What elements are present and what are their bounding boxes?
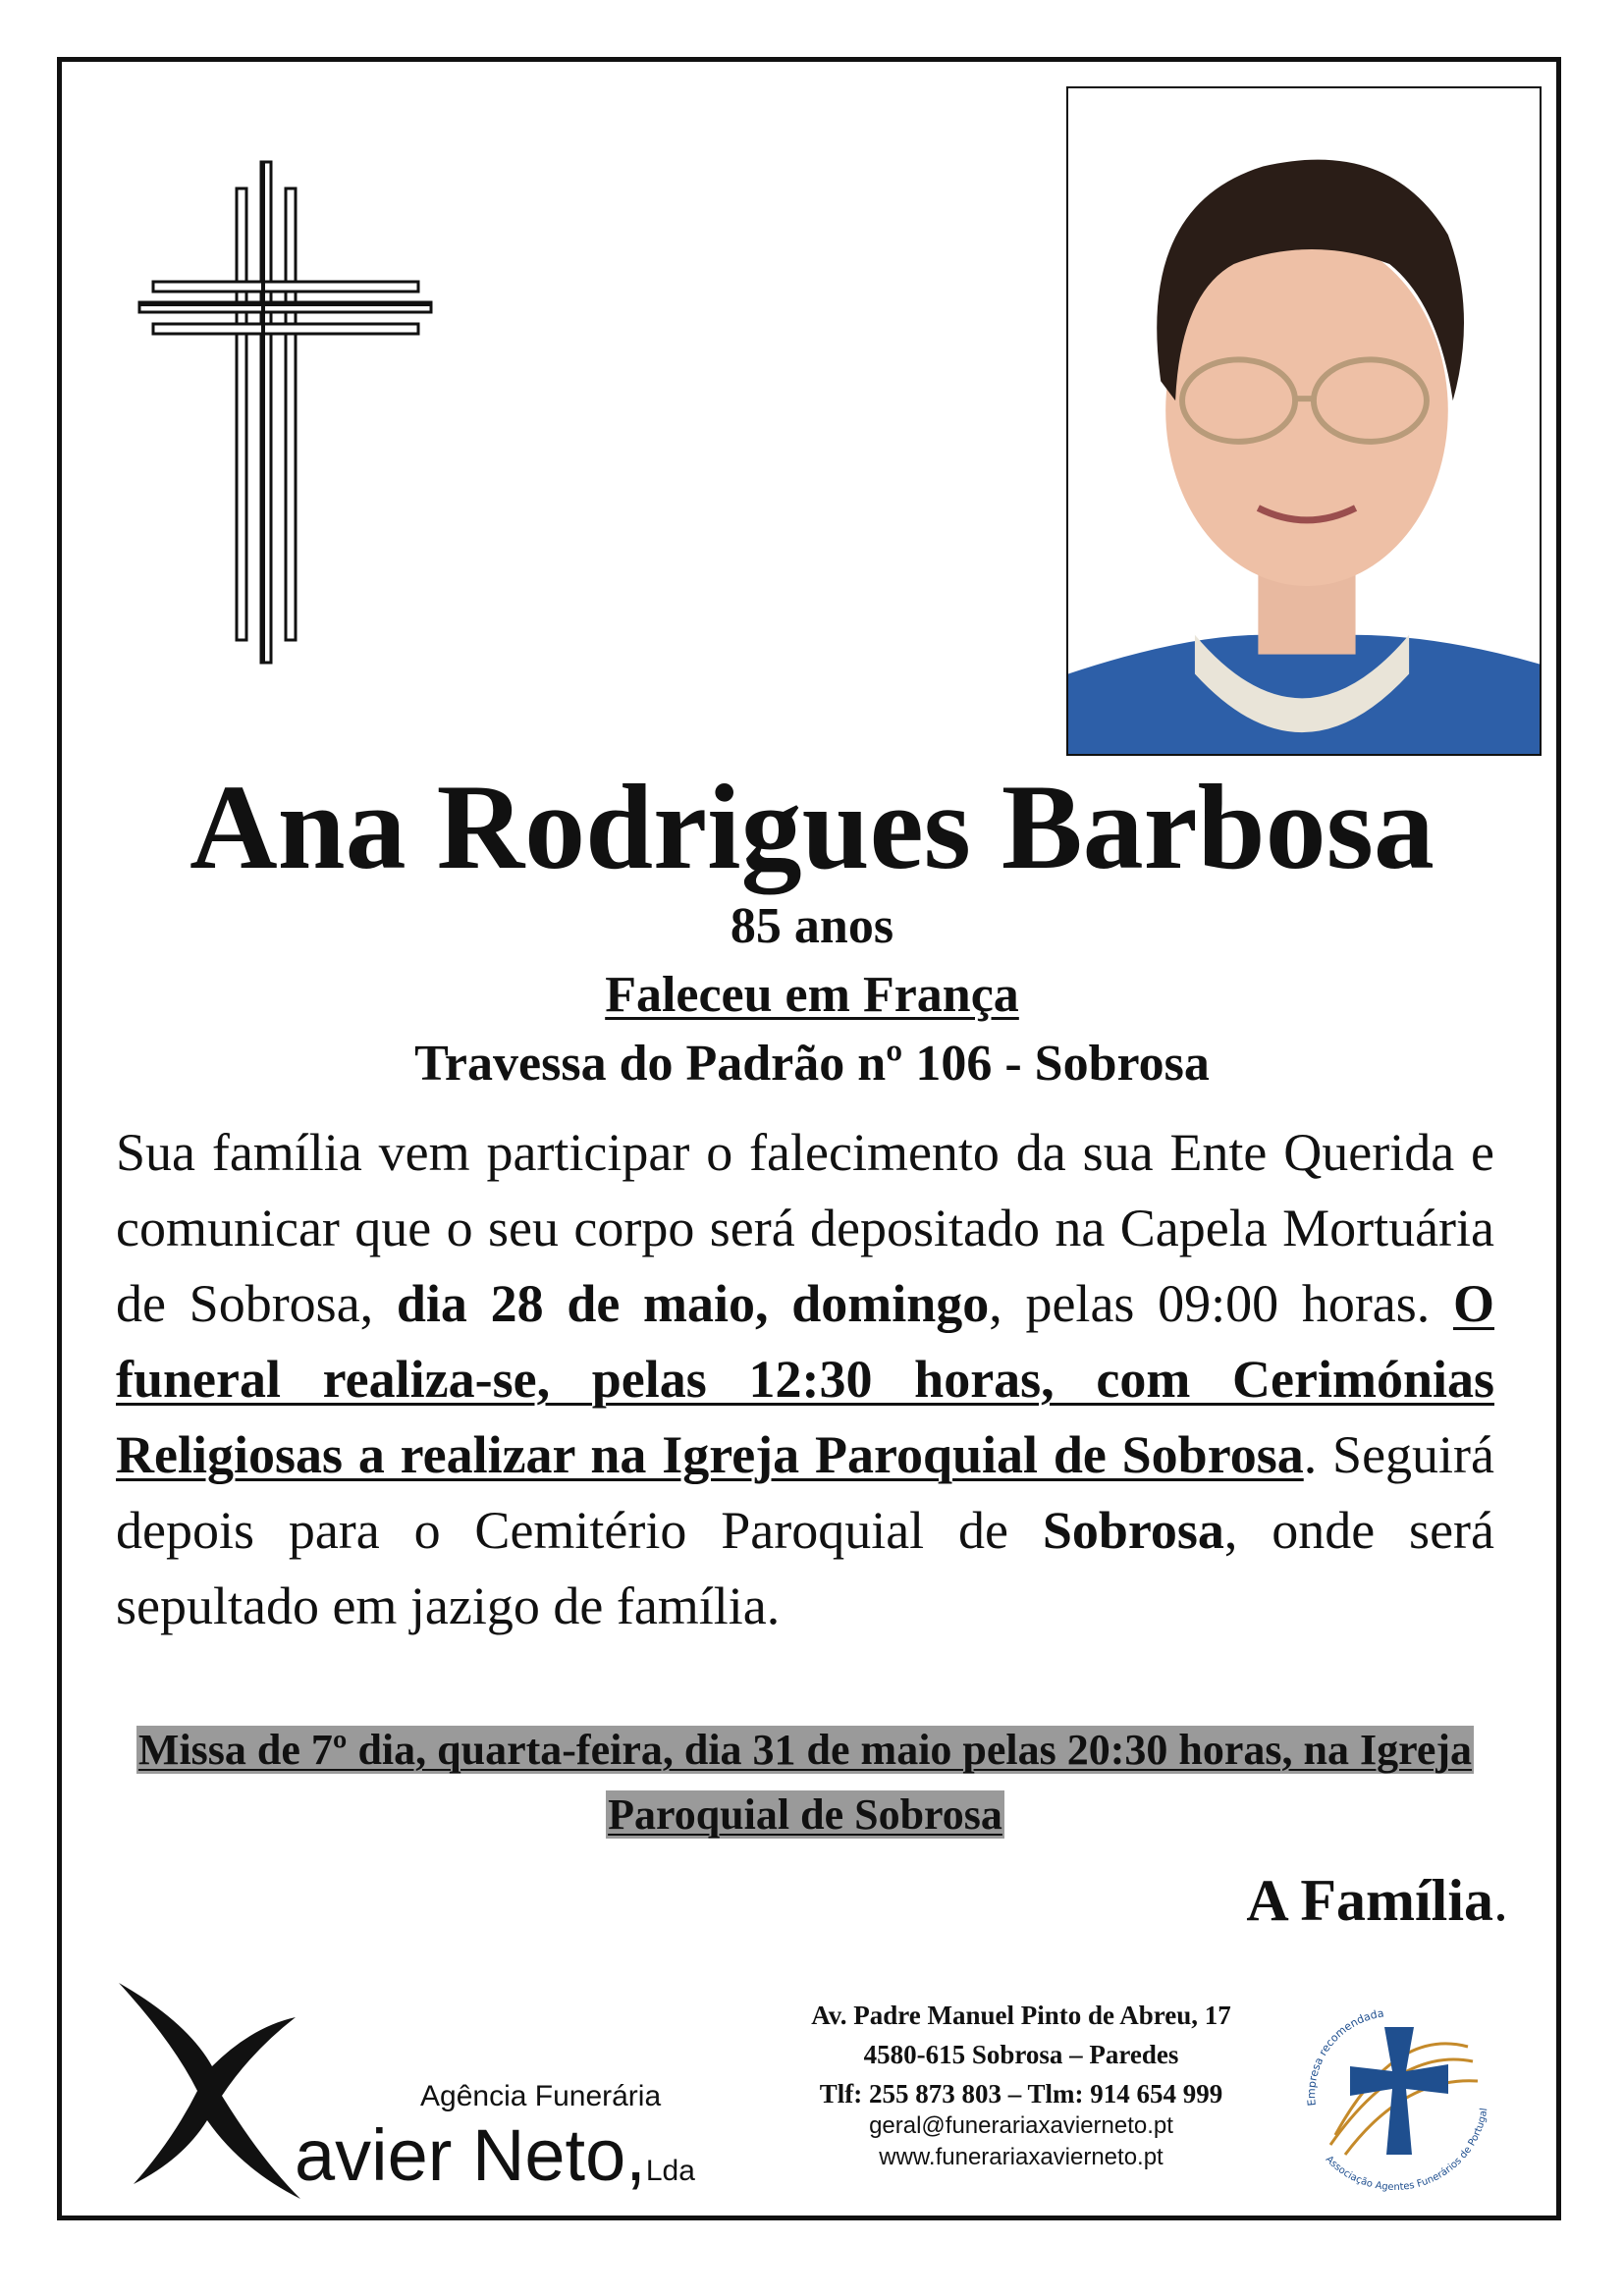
agency-contact xyxy=(766,1996,1276,2113)
cemetery-place: Sobrosa xyxy=(1042,1501,1224,1560)
agency-x-logo xyxy=(114,1973,300,2209)
seal-text-bottom: Associação Agentes Funerários de Portugal xyxy=(1323,2107,1490,2194)
agency-phones: Tlf: 255 873 803 – Tlm: 914 654 999 xyxy=(819,2079,1223,2109)
deceased-name: Ana Rodrigues Barbosa xyxy=(189,760,1435,894)
agency-subtitle: Agência Funerária xyxy=(420,2080,662,2112)
deceased-age: 85 anos xyxy=(730,898,894,954)
agency-name-text: avier Neto, xyxy=(295,2114,646,2196)
death-place-text: Faleceu em França xyxy=(605,967,1019,1023)
announcement-part-1: Sua família vem participar o falecimento da sua Ente Querida e comunicar que o seu corpo será depositado na Capela Mortuária de Sobrosa, xyxy=(116,1123,1494,1333)
signature-dot: . xyxy=(1493,1868,1508,1933)
mass-notice-text: Missa de 7º dia, quarta-feira, dia 31 de maio pelas 20:30 horas, na Igreja Paroquial de Sobrosa xyxy=(137,1726,1473,1839)
agency-web xyxy=(766,2110,1276,2173)
agency-address-line-1: Av. Padre Manuel Pinto de Abreu, 17 xyxy=(811,2001,1231,2030)
portrait-photo xyxy=(1066,86,1542,756)
announcement-part-4: , onde será sepultado em jazigo de família. xyxy=(116,1501,1494,1635)
cross-icon xyxy=(135,157,435,667)
agency-address-line-2: 4580-615 Sobrosa – Paredes xyxy=(863,2040,1179,2069)
agency-website[interactable]: www.funerariaxavierneto.pt xyxy=(879,2144,1164,2170)
deceased-address: Travessa do Padrão nº 106 - Sobrosa xyxy=(414,1036,1210,1092)
agency-suffix: Lda xyxy=(645,2155,695,2187)
agency-name xyxy=(295,2110,695,2216)
mass-notice xyxy=(116,1718,1494,1847)
death-place xyxy=(0,964,1624,1027)
association-seal-icon xyxy=(1286,1988,1502,2204)
agency-email[interactable]: geral@funerariaxavierneto.pt xyxy=(869,2112,1173,2139)
announcement-part-2: , pelas 09:00 horas. xyxy=(989,1274,1453,1333)
announcement-text xyxy=(116,1115,1494,1644)
seal-text-top: Empresa recomendada xyxy=(1305,2006,1385,2108)
signature-text: A Família xyxy=(1246,1868,1493,1933)
funeral-details: O funeral realiza-se, pelas 12:30 horas, com Cerimónias Religiosas a realizar na Igreja Paroquial de Sobrosa xyxy=(116,1274,1495,1484)
family-signature xyxy=(1246,1863,1508,1938)
announcement-part-3: . Seguirá depois para o Cemitério Paroquial de xyxy=(116,1425,1494,1560)
wake-date: dia 28 de maio, domingo xyxy=(396,1274,990,1333)
